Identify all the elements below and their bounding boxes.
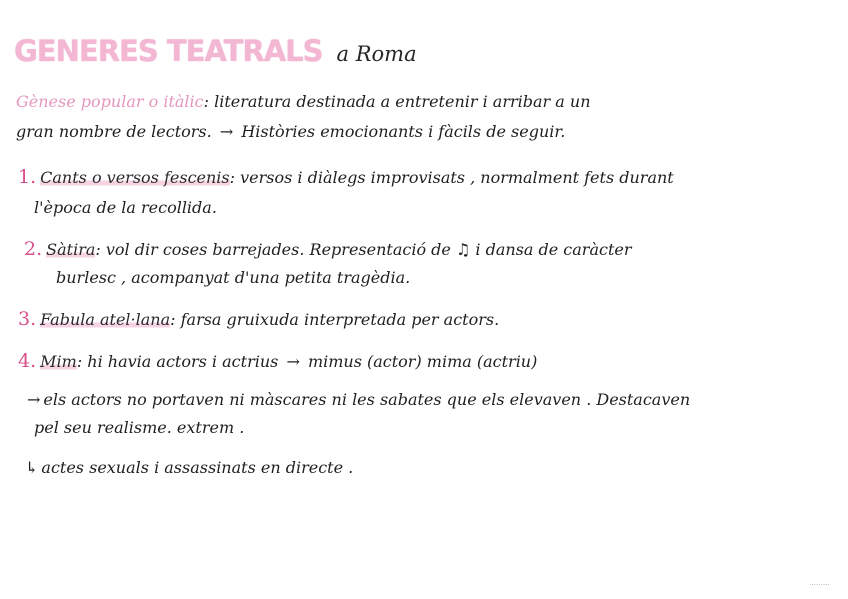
intro-line-2 bbox=[16, 122, 848, 141]
item-4-term: Mim bbox=[40, 352, 77, 371]
item-4-note-text-2: pel seu realisme. extrem . bbox=[34, 418, 245, 437]
intro-text-1: : literatura destinada a entretenir i arribar a un bbox=[203, 92, 591, 111]
item-3-number: 3. bbox=[18, 308, 37, 330]
item-1-text-2: l'època de la recollida. bbox=[34, 198, 217, 217]
page-title: GENERES TEATRALS bbox=[14, 34, 323, 68]
item-1-term: Cants o versos fescenis bbox=[40, 168, 230, 187]
arrow-icon: → bbox=[27, 390, 41, 409]
item-1-line-1 bbox=[18, 166, 848, 188]
item-4-line-1 bbox=[18, 350, 848, 372]
item-2-number: 2. bbox=[24, 238, 43, 260]
item-3-term: Fabula atel·lana bbox=[40, 310, 171, 329]
item-1-line-2 bbox=[34, 198, 848, 217]
item-4-text-1b: mimus (actor) mima (actriu) bbox=[307, 352, 538, 371]
item-2-term: Sàtira bbox=[46, 240, 96, 259]
intro-label: Gènese popular o itàlic bbox=[16, 92, 204, 111]
item-4-final-text: actes sexuals i assassinats en directe . bbox=[41, 458, 354, 477]
item-2-text-2: burlesc , acompanyat d'una petita tragèdia. bbox=[56, 268, 411, 287]
return-arrow-icon: ↳ bbox=[25, 458, 39, 477]
intro-text-2b: Històries emocionants i fàcils de seguir. bbox=[241, 122, 566, 141]
item-3-line-1 bbox=[18, 308, 848, 330]
item-3-text-1: : farsa gruixuda interpretada per actors. bbox=[170, 310, 500, 329]
page-footer: ……… bbox=[809, 579, 830, 587]
item-2-line-2 bbox=[56, 268, 848, 287]
intro-line-1 bbox=[16, 92, 848, 111]
item-4-final bbox=[22, 458, 848, 477]
item-4-note-2 bbox=[34, 418, 848, 437]
arrow-icon: → bbox=[286, 352, 300, 371]
item-4-note-1 bbox=[24, 390, 848, 409]
item-4-note-text-1: els actors no portaven ni màscares ni les sabates que els elevaven . Destacaven bbox=[43, 390, 691, 409]
item-1-text-1: : versos i diàlegs improvisats , normalment fets durant bbox=[229, 168, 674, 187]
page-subtitle: a Roma bbox=[336, 42, 417, 66]
intro-text-2a: gran nombre de lectors. bbox=[16, 122, 212, 141]
item-4-text-1: : hi havia actors i actrius bbox=[76, 352, 279, 371]
title-row bbox=[14, 34, 417, 68]
item-1-number: 1. bbox=[18, 166, 37, 188]
arrow-icon: → bbox=[219, 122, 234, 141]
item-4-number: 4. bbox=[18, 350, 37, 372]
item-2-line-1 bbox=[24, 238, 848, 260]
item-2-text-1: : vol dir coses barrejades. Representació de ♫ i dansa de caràcter bbox=[95, 240, 632, 259]
